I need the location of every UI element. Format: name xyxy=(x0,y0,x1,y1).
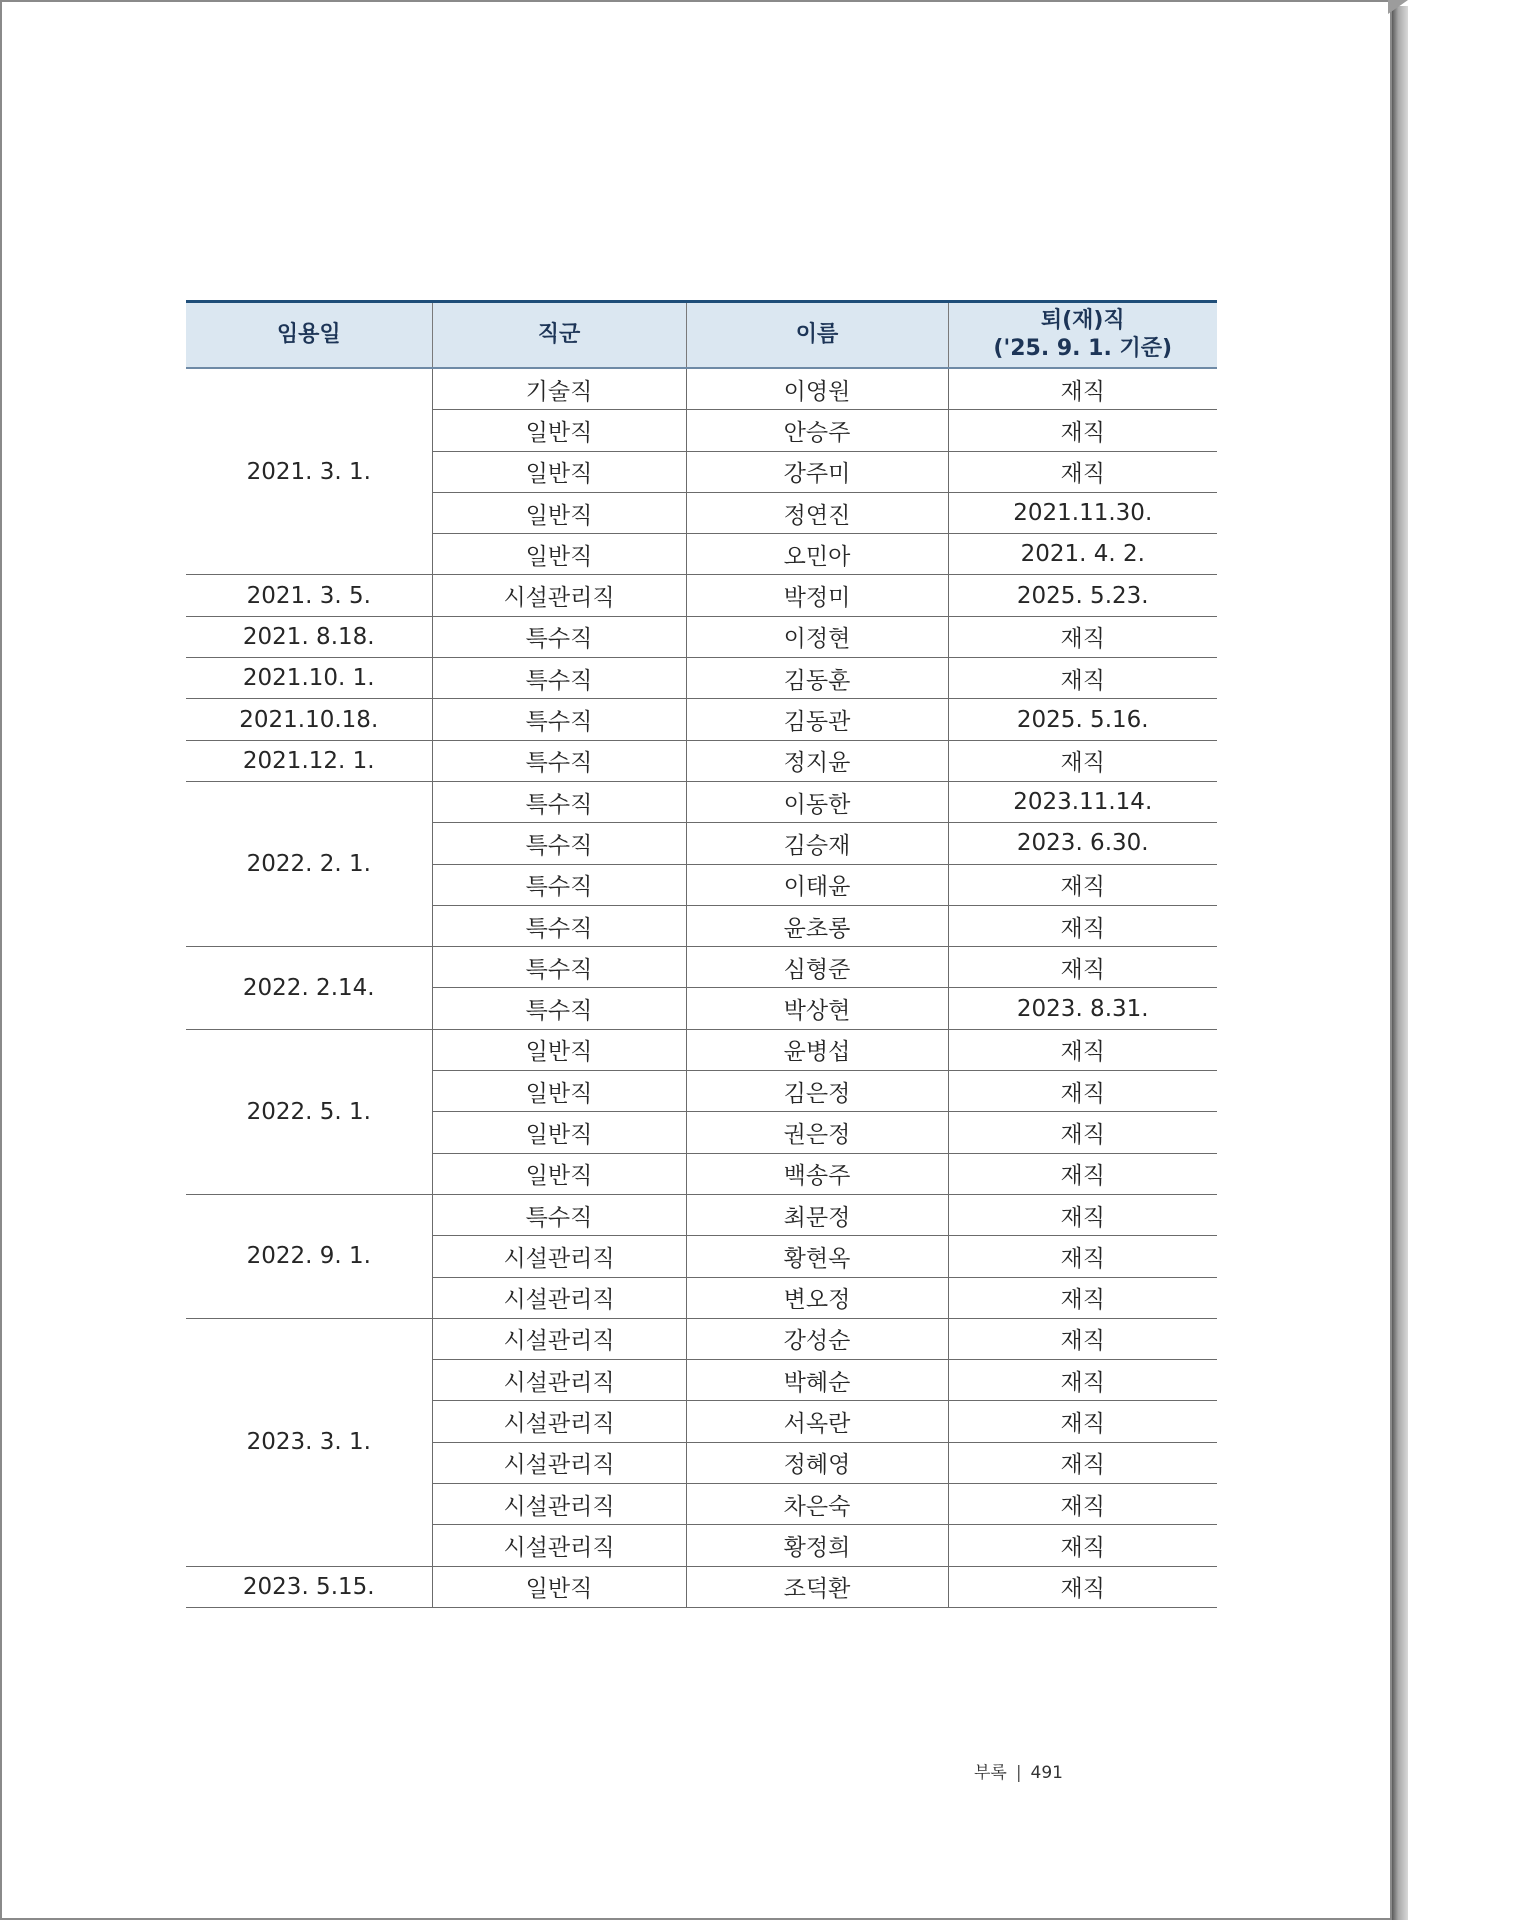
job-category-cell: 특수직 xyxy=(432,1194,686,1235)
appointment-date-cell: 2022. 5. 1. xyxy=(186,1029,432,1194)
job-category-cell: 일반직 xyxy=(432,451,686,492)
table-row xyxy=(186,658,1217,699)
name-cell: 이정현 xyxy=(686,616,948,657)
name-cell: 서옥란 xyxy=(686,1401,948,1442)
job-category-cell: 시설관리직 xyxy=(432,575,686,616)
employment-status-cell: 재직 xyxy=(948,1318,1217,1359)
employment-status-cell: 재직 xyxy=(948,1236,1217,1277)
name-cell: 차은숙 xyxy=(686,1484,948,1525)
appointment-date-cell: 2022. 2. 1. xyxy=(186,781,432,946)
job-category-cell: 기술직 xyxy=(432,368,686,410)
name-cell: 정지윤 xyxy=(686,740,948,781)
appointment-date-cell: 2022. 2.14. xyxy=(186,947,432,1030)
job-category-cell: 일반직 xyxy=(432,1566,686,1607)
name-cell: 이태윤 xyxy=(686,864,948,905)
job-category-cell: 일반직 xyxy=(432,534,686,575)
employment-status-cell: 재직 xyxy=(948,740,1217,781)
footer-section: 부록 xyxy=(973,1763,1007,1783)
table-row xyxy=(186,740,1217,781)
name-cell: 윤초롱 xyxy=(686,905,948,946)
table-row xyxy=(186,1566,1217,1607)
header-status-line2: ('25. 9. 1. 기준) xyxy=(993,336,1173,361)
employment-status-cell: 재직 xyxy=(948,368,1217,410)
job-category-cell: 시설관리직 xyxy=(432,1360,686,1401)
table-row xyxy=(186,947,1217,988)
appointment-date-cell: 2021.10. 1. xyxy=(186,658,432,699)
job-category-cell: 일반직 xyxy=(432,1153,686,1194)
name-cell: 백송주 xyxy=(686,1153,948,1194)
employment-status-cell: 재직 xyxy=(948,1566,1217,1607)
table-row xyxy=(186,1029,1217,1070)
employment-status-cell: 재직 xyxy=(948,905,1217,946)
job-category-cell: 시설관리직 xyxy=(432,1484,686,1525)
employment-status-cell: 재직 xyxy=(948,1360,1217,1401)
job-category-cell: 특수직 xyxy=(432,616,686,657)
employment-status-cell: 2025. 5.16. xyxy=(948,699,1217,740)
employment-status-cell: 재직 xyxy=(948,616,1217,657)
table-row xyxy=(186,616,1217,657)
job-category-cell: 특수직 xyxy=(432,988,686,1029)
name-cell: 황현옥 xyxy=(686,1236,948,1277)
name-cell: 김은정 xyxy=(686,1071,948,1112)
table-row xyxy=(186,1194,1217,1235)
appointment-date-cell: 2022. 9. 1. xyxy=(186,1194,432,1318)
name-cell: 박정미 xyxy=(686,575,948,616)
employment-status-cell: 재직 xyxy=(948,1525,1217,1566)
appointment-date-cell: 2021. 3. 5. xyxy=(186,575,432,616)
name-cell: 권은정 xyxy=(686,1112,948,1153)
table-row xyxy=(186,781,1217,822)
employment-status-cell: 재직 xyxy=(948,1029,1217,1070)
employment-status-cell: 재직 xyxy=(948,1071,1217,1112)
name-cell: 이영원 xyxy=(686,368,948,410)
job-category-cell: 시설관리직 xyxy=(432,1318,686,1359)
name-cell: 이동한 xyxy=(686,781,948,822)
name-cell: 심형준 xyxy=(686,947,948,988)
header-status xyxy=(948,302,1217,369)
employment-status-cell: 재직 xyxy=(948,451,1217,492)
name-cell: 안승주 xyxy=(686,410,948,451)
employment-status-cell: 재직 xyxy=(948,1401,1217,1442)
employment-status-cell: 재직 xyxy=(948,1153,1217,1194)
table-row xyxy=(186,368,1217,410)
job-category-cell: 특수직 xyxy=(432,658,686,699)
job-category-cell: 시설관리직 xyxy=(432,1277,686,1318)
job-category-cell: 특수직 xyxy=(432,781,686,822)
name-cell: 김동훈 xyxy=(686,658,948,699)
table-header xyxy=(186,302,1217,369)
appointment-table xyxy=(186,300,1217,1608)
table-row xyxy=(186,575,1217,616)
page-number: 491 xyxy=(1030,1763,1063,1783)
table-body xyxy=(186,368,1217,1607)
employment-status-cell: 2025. 5.23. xyxy=(948,575,1217,616)
job-category-cell: 시설관리직 xyxy=(432,1401,686,1442)
page-corner-fold xyxy=(1388,0,1408,14)
header-job: 직군 xyxy=(432,302,686,369)
name-cell: 조덕환 xyxy=(686,1566,948,1607)
page-edge-shadow xyxy=(1392,6,1408,1920)
name-cell: 김동관 xyxy=(686,699,948,740)
page-footer xyxy=(974,1758,1063,1783)
employment-status-cell: 2021. 4. 2. xyxy=(948,534,1217,575)
name-cell: 최문정 xyxy=(686,1194,948,1235)
employment-status-cell: 2021.11.30. xyxy=(948,492,1217,533)
employment-status-cell: 재직 xyxy=(948,410,1217,451)
name-cell: 윤병섭 xyxy=(686,1029,948,1070)
header-name: 이름 xyxy=(686,302,948,369)
job-category-cell: 특수직 xyxy=(432,699,686,740)
name-cell: 김승재 xyxy=(686,823,948,864)
appointment-date-cell: 2021.10.18. xyxy=(186,699,432,740)
job-category-cell: 시설관리직 xyxy=(432,1442,686,1483)
name-cell: 박혜순 xyxy=(686,1360,948,1401)
employment-status-cell: 재직 xyxy=(948,1442,1217,1483)
appointment-date-cell: 2023. 5.15. xyxy=(186,1566,432,1607)
name-cell: 강주미 xyxy=(686,451,948,492)
appointment-date-cell: 2021.12. 1. xyxy=(186,740,432,781)
employment-status-cell: 재직 xyxy=(948,864,1217,905)
name-cell: 강성순 xyxy=(686,1318,948,1359)
name-cell: 정연진 xyxy=(686,492,948,533)
employment-status-cell: 재직 xyxy=(948,947,1217,988)
table-row xyxy=(186,699,1217,740)
employment-status-cell: 재직 xyxy=(948,1484,1217,1525)
employment-status-cell: 재직 xyxy=(948,1277,1217,1318)
job-category-cell: 일반직 xyxy=(432,410,686,451)
job-category-cell: 특수직 xyxy=(432,864,686,905)
job-category-cell: 시설관리직 xyxy=(432,1525,686,1566)
job-category-cell: 특수직 xyxy=(432,947,686,988)
employment-status-cell: 재직 xyxy=(948,1112,1217,1153)
employment-status-cell: 재직 xyxy=(948,1194,1217,1235)
footer-separator: | xyxy=(1015,1763,1022,1783)
employment-status-cell: 2023. 8.31. xyxy=(948,988,1217,1029)
name-cell: 오민아 xyxy=(686,534,948,575)
job-category-cell: 일반직 xyxy=(432,1029,686,1070)
job-category-cell: 특수직 xyxy=(432,905,686,946)
appointment-date-cell: 2021. 3. 1. xyxy=(186,368,432,575)
job-category-cell: 일반직 xyxy=(432,492,686,533)
employment-status-cell: 재직 xyxy=(948,658,1217,699)
job-category-cell: 일반직 xyxy=(432,1112,686,1153)
appointment-date-cell: 2023. 3. 1. xyxy=(186,1318,432,1566)
employment-status-cell: 2023. 6.30. xyxy=(948,823,1217,864)
header-status-line1: 퇴(재)직 xyxy=(1040,308,1125,333)
header-date: 임용일 xyxy=(186,302,432,369)
appointment-date-cell: 2021. 8.18. xyxy=(186,616,432,657)
job-category-cell: 특수직 xyxy=(432,740,686,781)
job-category-cell: 일반직 xyxy=(432,1071,686,1112)
name-cell: 박상현 xyxy=(686,988,948,1029)
employment-status-cell: 2023.11.14. xyxy=(948,781,1217,822)
job-category-cell: 특수직 xyxy=(432,823,686,864)
job-category-cell: 시설관리직 xyxy=(432,1236,686,1277)
name-cell: 정혜영 xyxy=(686,1442,948,1483)
table-row xyxy=(186,1318,1217,1359)
name-cell: 변오정 xyxy=(686,1277,948,1318)
name-cell: 황정희 xyxy=(686,1525,948,1566)
